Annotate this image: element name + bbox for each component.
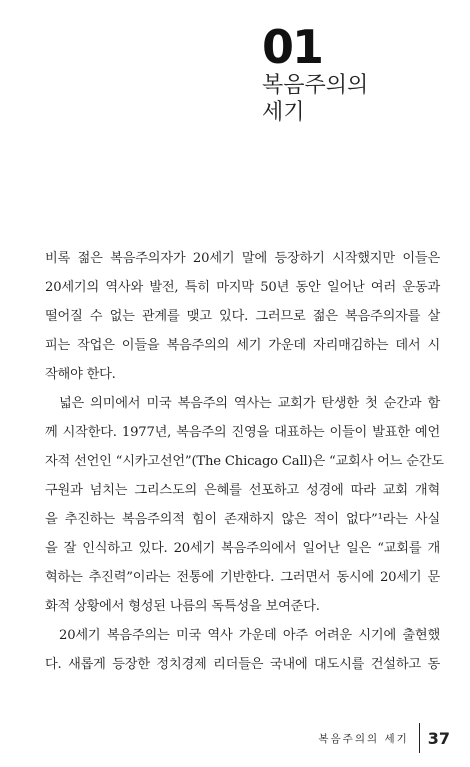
text-line: 자적 선언인 “시카고선언”(The Chicago Call)은 “교회사 어느 순간도 <box>45 454 444 469</box>
chapter-number: 01 <box>262 20 323 74</box>
text-line: 떨어질 수 없는 관계를 맺고 있다. 그러므로 젊은 복음주의자를 살 <box>45 309 440 324</box>
chapter-title-line: 복음주의의 <box>262 73 369 98</box>
text-line: 피는 작업은 이들을 복음주의의 세기 가운데 자리매김하는 데서 시 <box>45 338 440 353</box>
text-line: 구원과 넘치는 그리스도의 은혜를 선포하고 성경에 따라 교회 개혁 <box>45 483 440 498</box>
text-line: 혁하는 추진력”이라는 전통에 기반한다. 그러면서 동시에 20세기 문 <box>45 570 440 585</box>
chapter-title-line: 세기 <box>262 100 305 125</box>
chapter-title <box>262 72 368 126</box>
text-line: 께 시작한다. 1977년, 복음주의 진영을 대표하는 이들이 발표한 예언 <box>45 425 440 440</box>
text-line: 을 추진하는 복음주의적 힘이 존재하지 않은 적이 없다”¹라는 사실 <box>45 512 440 527</box>
text-line: 화적 상황에서 형성된 나름의 독특성을 보여준다. <box>45 599 320 614</box>
text-line: 20세기의 역사와 발전, 특히 마지막 50년 동안 일어난 여러 운동과 <box>45 280 440 295</box>
running-head: 복음주의의 세기 <box>318 732 409 745</box>
page-footer <box>318 723 450 753</box>
text-line: 다. 새롭게 등장한 정치경제 리더들은 국내에 대도시를 건설하고 동 <box>45 657 440 672</box>
body-text <box>45 244 444 679</box>
page-number: 37 <box>427 728 450 748</box>
text-line: 작해야 한다. <box>45 367 116 382</box>
text-line: 20세기 복음주의는 미국 역사 가운데 아주 어려운 시기에 출현했 <box>59 628 440 643</box>
text-line: 넓은 의미에서 미국 복음주의 역사는 교회가 탄생한 첫 순간과 함 <box>59 396 440 411</box>
footer-divider <box>419 723 420 753</box>
text-line: 을 잘 인식하고 있다. 20세기 복음주의에서 일어난 일은 “교회를 개 <box>45 541 440 556</box>
text-line: 비록 젊은 복음주의자가 20세기 말에 등장하기 시작했지만 이들은 <box>45 251 440 266</box>
